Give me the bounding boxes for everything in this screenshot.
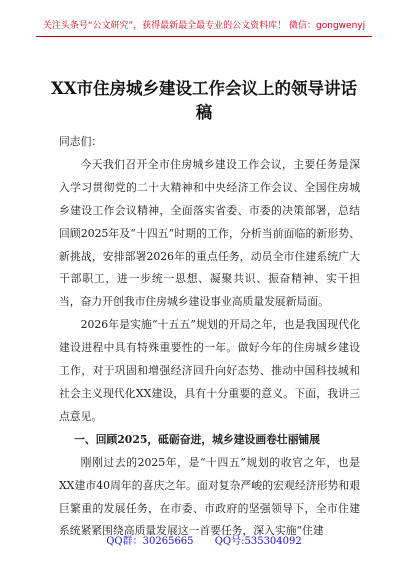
paragraph-intro: 今天我们召开全市住房城乡建设工作会议，主要任务是深入学习贯彻党的二十大精神和中央经济工作会议、全国住房城乡建设工作会议精神，全面落实省委、市委的决策部署，总结回顾2025年及“十四五”时期的工作，分析当前面临的新形势、新挑战，安排部署2026年的重点任务，动员全市住建系统广大干部职工，进一步统一思想、凝聚共识、振奋精神、实干担当，奋力开创我市住房城乡建设事业高质量发展新局面。 xyxy=(59,157,360,309)
header-promo-text: 关注头条号“公文研究”，获得最新最全最专业的公文资料库！ 微信：gongwenyj xyxy=(42,21,366,31)
header-divider xyxy=(36,36,372,37)
document-body xyxy=(59,131,360,543)
document-title: XX市住房城乡建设工作会议上的领导讲话稿 xyxy=(50,79,358,123)
footer-contact xyxy=(0,535,408,549)
qq-group-text: QQ群：30265665 xyxy=(106,536,194,547)
qq-number-text: QQ号:535304092 xyxy=(214,536,302,547)
salutation: 同志们： xyxy=(59,135,103,148)
paragraph-review: 刚刚过去的2025年，是“十四五”规划的收官之年，也是XX建市40周年的喜庆之年。面对复杂严峻的宏观经济形势和艰巨繁重的发展任务，在市委、市政府的坚强领导下，全市住建系统紧紧围绕高质量发展这一首要任务，深入实施“住建 xyxy=(59,455,360,538)
section-heading-1: 一、回顾2025，砥砺奋进，城乡建设画卷壮丽铺展 xyxy=(74,432,321,446)
paragraph-significance: 2026年是实施“十五五”规划的开局之年，也是我国现代化建设进程中具有特殊重要性的一年。做好今年的住房城乡建设工作，对于巩固和增强经济回升向好态势、推动中国科技城和社会主义现代化XX建设，具有十分重要的意义。下面，我讲三点意见。 xyxy=(59,318,360,423)
